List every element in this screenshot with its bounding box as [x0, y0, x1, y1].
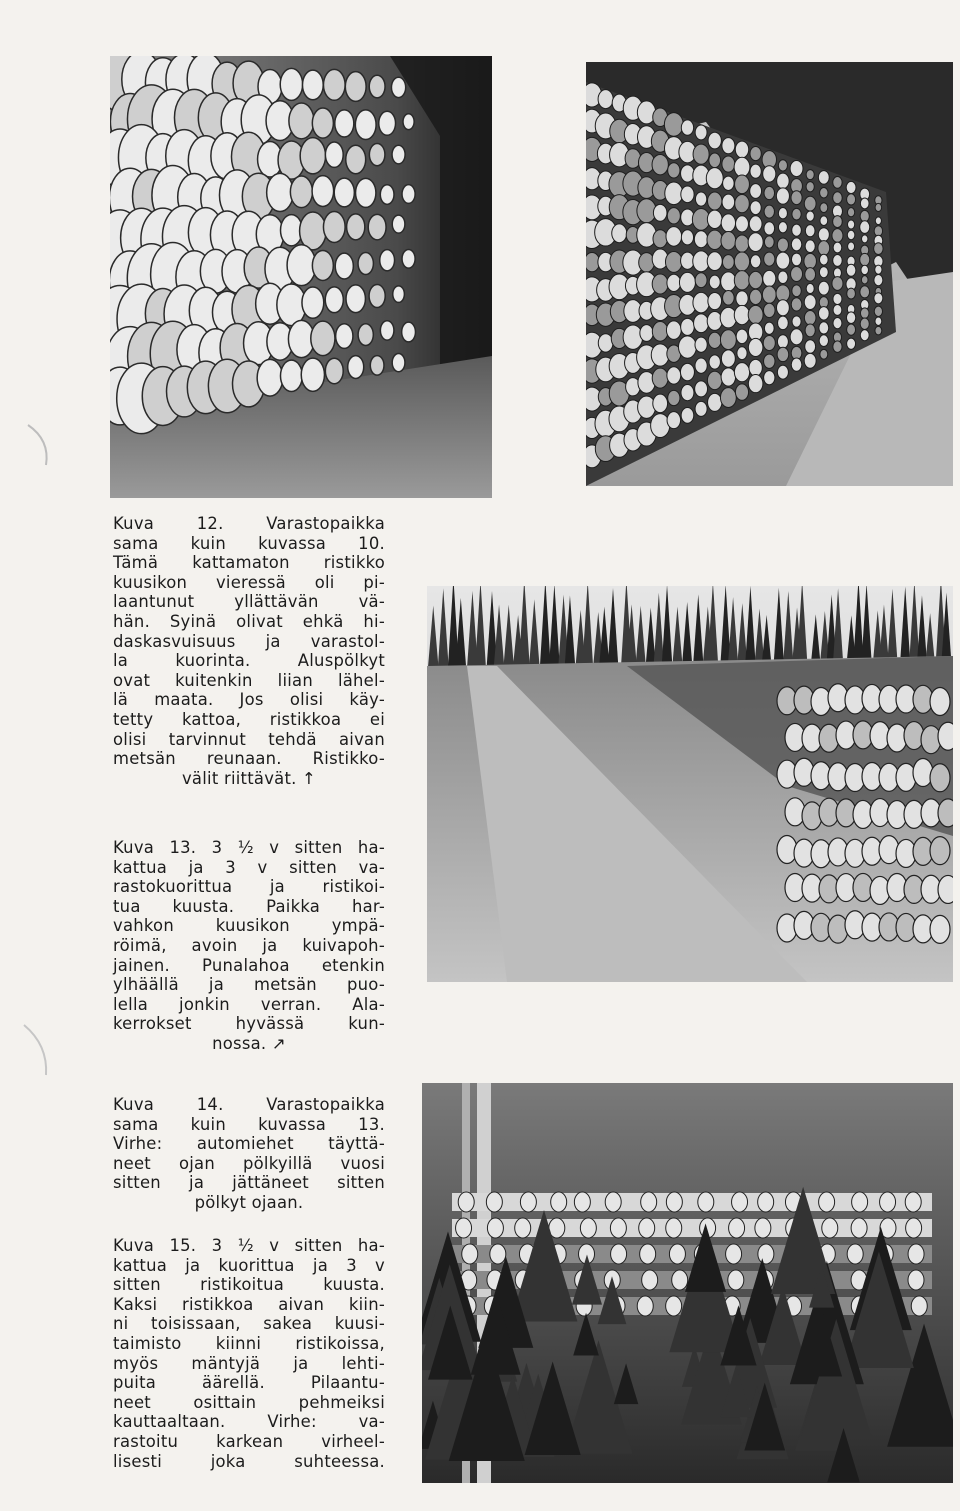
caption-line: sama kuin kuvassa 10. [113, 533, 385, 553]
caption-line: Kuva 13. 3 ½ v sitten ha- [113, 838, 385, 857]
caption-line: ylhäällä ja metsän puo- [113, 975, 385, 995]
caption-line: vahkon kuusikon ympä- [113, 916, 385, 936]
forest-ditch-image [427, 586, 953, 982]
caption-line: lä maata. Jos olisi käy- [113, 690, 385, 710]
caption-line: jainen. Punalahoa etenkin [113, 955, 385, 975]
caption-kuva-12 [113, 514, 385, 788]
caption-line: sitten ristikoitua kuusta. [113, 1275, 385, 1295]
caption-line: kauttaaltaan. Virhe: va- [113, 1412, 385, 1432]
caption-line: laantunut yllättävän vä- [113, 592, 385, 612]
photo-log-stack-closeup [110, 56, 492, 498]
caption-line: puita äärellä. Pilaantu- [113, 1373, 385, 1393]
caption-line: röimä, avoin ja kuivapoh- [113, 935, 385, 955]
caption-line: ovat kuitenkin liian lähel- [113, 670, 385, 690]
caption-line: myös mäntyjä ja lehti- [113, 1353, 385, 1373]
caption-line: Virhe: automiehet täyttä- [113, 1134, 385, 1154]
caption-line: sitten ja jättäneet sitten [113, 1173, 385, 1193]
log-wall-image [586, 62, 953, 486]
caption-line: lella jonkin verran. Ala- [113, 994, 385, 1014]
caption-line: rastokuorittua ja ristikoi- [113, 877, 385, 897]
caption-line: pölkyt ojaan. [194, 1192, 304, 1212]
caption-line: välit riittävät. ↑ [181, 768, 317, 788]
spruce-stack-image [422, 1083, 953, 1483]
caption-line: tua kuusta. Paikka har- [113, 896, 385, 916]
caption-line: kattua ja 3 v sitten va- [113, 857, 385, 877]
caption-line: kuusikon vieressä oli pi- [113, 572, 385, 592]
caption-line: kerrokset hyvässä kun- [113, 1014, 385, 1034]
caption-line: neet osittain pehmeiksi [113, 1392, 385, 1412]
caption-line: la kuorinta. Aluspölkyt [113, 651, 385, 671]
caption-line: olisi tarvinnut tehdä aivan [113, 729, 385, 749]
caption-line: sama kuin kuvassa 13. [113, 1114, 385, 1134]
caption-kuva-13 [113, 838, 385, 1054]
photo-forest-ditch [427, 586, 953, 982]
caption-line: Kuva 14. Varastopaikka [113, 1095, 385, 1114]
caption-line: daskasvuisuus ja varastol- [113, 631, 385, 651]
photo-log-wall [586, 62, 953, 486]
caption-line: kattua ja kuorittua ja 3 v [113, 1255, 385, 1275]
caption-line: ni toisissaan, sakea kuusi- [113, 1314, 385, 1334]
caption-line: Kaksi ristikkoa aivan kiin- [113, 1294, 385, 1314]
caption-line: tetty kattoa, ristikkoa ei [113, 709, 385, 729]
caption-line: lisesti joka suhteessa. [113, 1451, 385, 1471]
caption-kuva-15 [113, 1236, 385, 1471]
binding-hole-mark [18, 1020, 58, 1080]
binding-hole-mark [20, 420, 60, 470]
caption-kuva-14 [113, 1095, 385, 1213]
caption-line: nossa. ↗ [212, 1033, 286, 1053]
caption-line: metsän reunaan. Ristikko- [113, 749, 385, 769]
photo-spruce-stack [422, 1083, 953, 1483]
caption-line: Kuva 15. 3 ½ v sitten ha- [113, 1236, 385, 1255]
log-stack-image [110, 56, 492, 498]
caption-line: hän. Syinä olivat ehkä hi- [113, 611, 385, 631]
caption-line: rastoitu karkean virheel- [113, 1431, 385, 1451]
caption-line: neet ojan pölkyillä vuosi [113, 1153, 385, 1173]
caption-line: taimisto kiinni ristikoissa, [113, 1333, 385, 1353]
caption-line: Kuva 12. Varastopaikka [113, 514, 385, 533]
caption-line: Tämä kattamaton ristikko [113, 553, 385, 573]
